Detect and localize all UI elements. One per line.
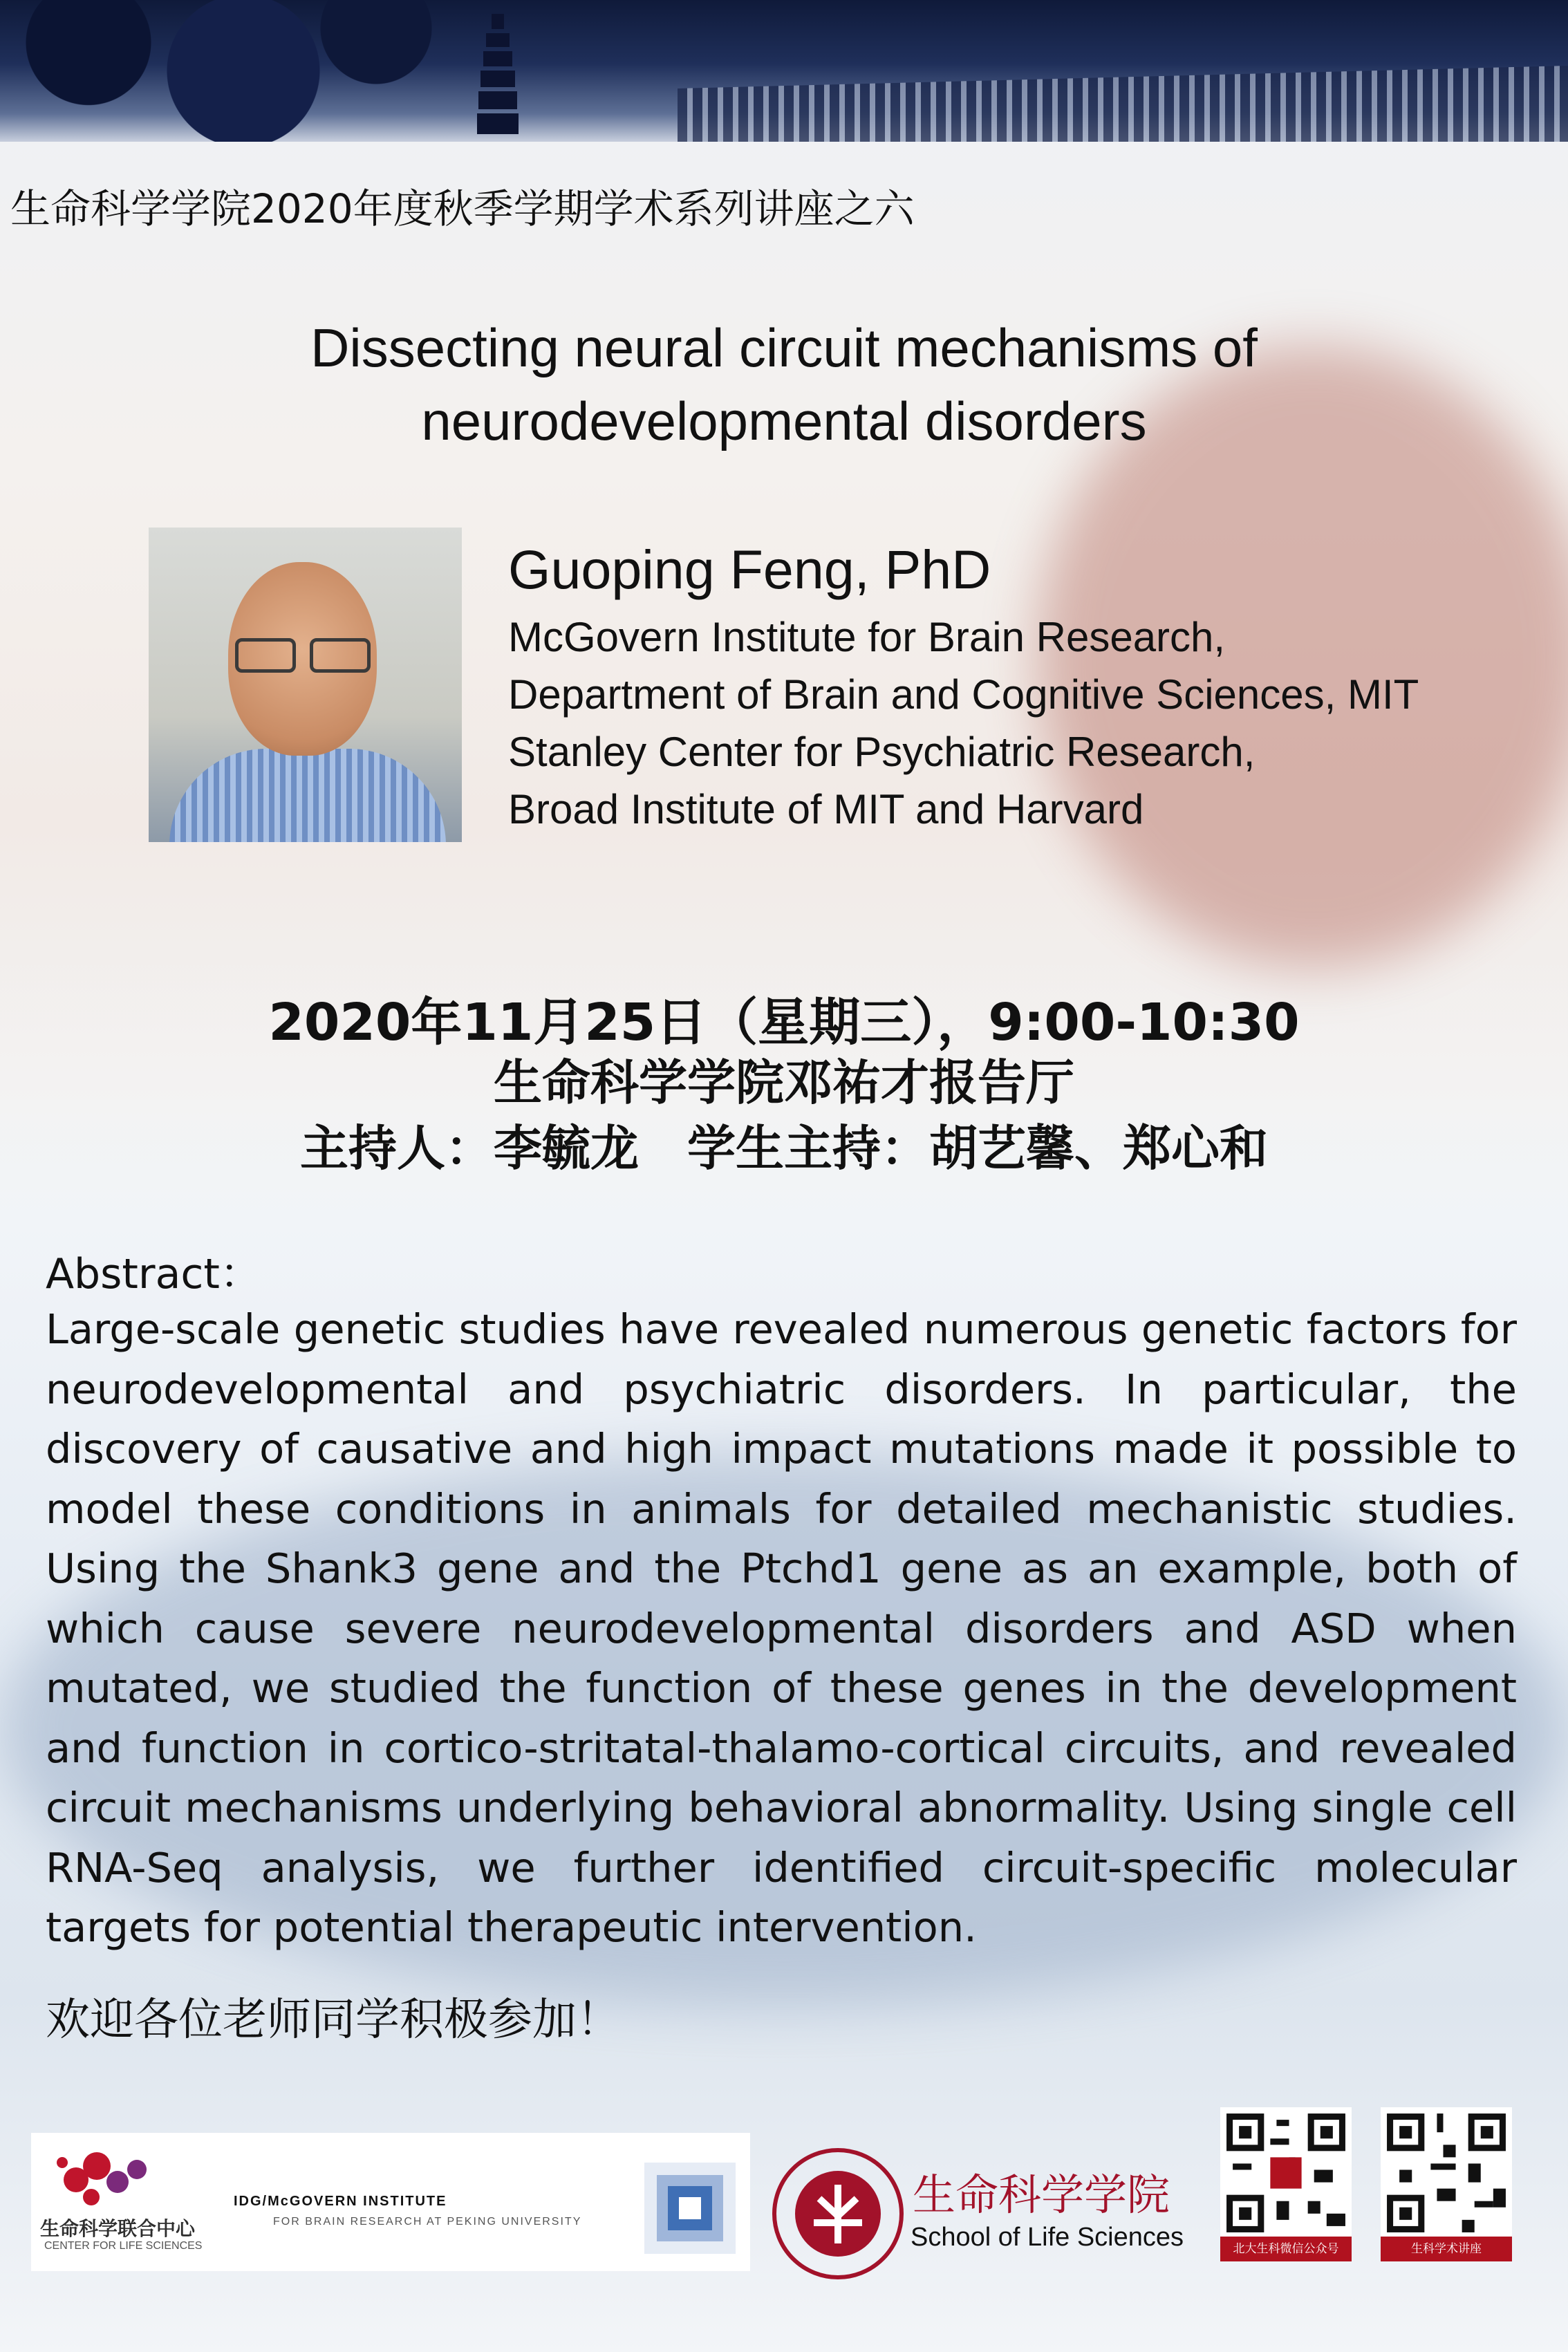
idg-mcgovern-name: IDG/McGOVERN INSTITUTE (234, 2194, 447, 2209)
peking-university-seal (771, 2147, 906, 2281)
event-hosts: 主持人：李毓龙 学生主持：胡艺馨、郑心和 (300, 1120, 1268, 1177)
speaker-shirt (169, 749, 446, 842)
wechat-qr-code (1220, 2107, 1352, 2239)
cls-chinese-name: 生命科学联合中心 (40, 2217, 196, 2240)
school-english-name: School of Life Sciences (911, 2223, 1184, 2252)
affiliation-line: McGovern Institute for Brain Research, (508, 614, 1226, 660)
lecture-qr-code (1381, 2107, 1512, 2239)
pagoda-icon (477, 14, 519, 142)
lecture-qr-label: 生科学术讲座 (1381, 2237, 1512, 2261)
event-venue: 生命科学学院邓祐才报告厅 (494, 1054, 1074, 1111)
talk-title-line-1: Dissecting neural circuit mechanisms of (310, 317, 1258, 378)
event-datetime: 2020年11月25日（星期三），9:00-10:30 (268, 993, 1300, 1052)
wechat-qr-label: 北大生科微信公众号 (1220, 2237, 1352, 2261)
school-chinese-name: 生命科学学院 (913, 2169, 1170, 2220)
top-banner-photo (0, 0, 1568, 142)
speaker-photo (149, 528, 462, 842)
idg-mcgovern-subtitle: FOR BRAIN RESEARCH AT PEKING UNIVERSITY (273, 2216, 582, 2228)
glasses-icon (235, 638, 373, 667)
talk-title-line-2: neurodevelopmental disorders (421, 391, 1147, 451)
affiliation-line: Broad Institute of MIT and Harvard (508, 786, 1144, 832)
welcome-message: 欢迎各位老师同学积极参加！ (46, 1995, 621, 2046)
speaker-name: Guoping Feng, PhD (508, 539, 991, 600)
tree-silhouette (0, 0, 442, 142)
center-for-life-sciences-logo (48, 2142, 166, 2225)
lecture-series-title: 生命科学学院2020年度秋季学期学术系列讲座之六 (10, 185, 915, 232)
roof-tiles (678, 66, 1568, 142)
affiliation-line: Department of Brain and Cognitive Sciences, MIT (508, 671, 1419, 718)
idg-mcgovern-logo (644, 2163, 736, 2254)
cls-english-name: CENTER FOR LIFE SCIENCES (44, 2240, 203, 2252)
talk-title (0, 311, 1568, 458)
affiliation-line: Stanley Center for Psychiatric Research, (508, 729, 1256, 775)
abstract-heading: Abstract： (46, 1250, 261, 1298)
abstract-text: Large-scale genetic studies have revealed numerous genetic factors for neurodevelopmental and psychiatric disorders. In particular, the discovery of causative and high impact mutations made it possible to model these conditions in animals for detailed mechanistic studies. Using the Shank3 gene and the Ptchd1 gene as an example, both of which cause severe neurodevelopmental disorders and ASD when mutated, we studied the function of these genes in the development and function in cortico-stritatal-thalamo-cortical circuits, and revealed circuit mechanisms underlying behavioral abnormality. Using single cell RNA-Seq analysis, we further identified circuit-specific molecular targets for potential therapeutic intervention. (46, 1305, 1517, 1951)
speaker-affiliations (508, 608, 1419, 838)
